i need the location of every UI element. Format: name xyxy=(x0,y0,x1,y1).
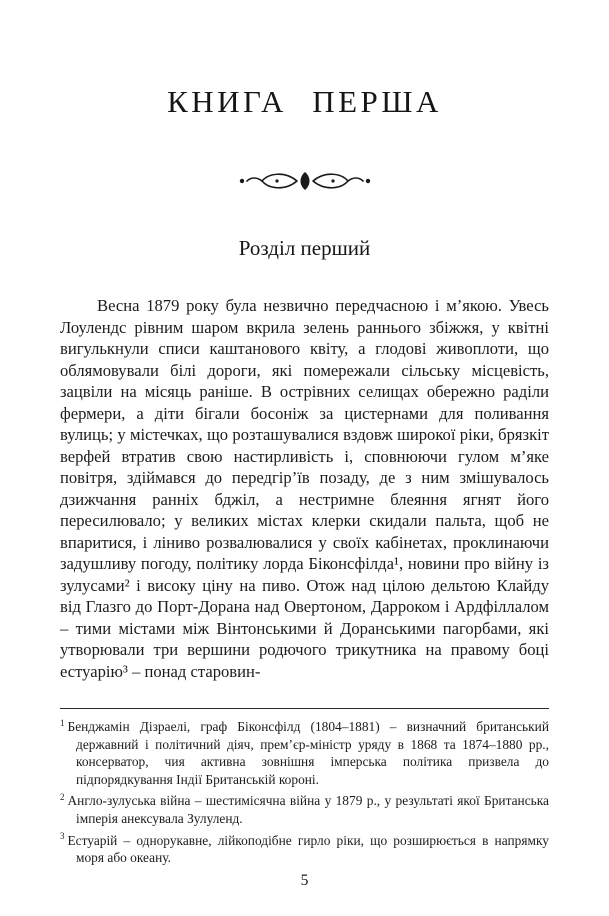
footnote-3-text: Естуарій – однорукавне, лійкоподібне гирло ріки, що розширюється в напрямку моря або океану. xyxy=(67,832,549,866)
fleuron-icon xyxy=(225,166,385,196)
footnote-1-text: Бенджамін Дізраелі, граф Біконсфілд (1804–1881) – визначний британський державний і політичний діяч, прем’єр-міністр уряду в 1868 та 1874–1880 рр., консерватор, чия активна зовнішня імперська політика призвела до підпорядкування Індії Британській короні. xyxy=(67,719,549,787)
footnote-3-marker: 3 xyxy=(60,831,65,842)
page-number: 5 xyxy=(300,872,309,889)
footnote-2-text: Англо-зулуська війна – шестимісячна війна у 1879 р., у результаті якої Британська імперія анексувала Зулуленд. xyxy=(67,793,549,826)
footnote-3 xyxy=(60,832,549,867)
chapter-title: Розділ перший xyxy=(238,236,371,260)
book-title: КНИГА ПЕРША xyxy=(167,84,442,119)
footnotes-section xyxy=(60,708,549,867)
footnote-2 xyxy=(60,792,549,827)
fleuron-ornament xyxy=(60,166,549,198)
footnote-1 xyxy=(60,718,549,788)
footnote-1-marker: 1 xyxy=(60,717,65,728)
footnote-2-marker: 2 xyxy=(60,791,65,802)
footnote-separator xyxy=(60,708,549,709)
body-paragraph: Весна 1879 року була незвично передчасною і м’якою. Увесь Лоулендс рівним шаром вкрила зелень раннього збіжжя, у квітні вигулькнули списи каштанового квіту, а глодові живоплоти, що облямовували білі дороги, які помережали сільську місцевість, зацвіли на місяць раніше. В острівних селищах обережно раділи фермери, а діти бігали босоніж за цистернами для поливання вулиць; у містечках, що розташувалися вздовж широкої ріки, брязкіт верфей втратив свою настирливість і, сповнюючи гулом м’яке повітря, здіймався до передгір’їв позаду, де з ним змішувалось дзижчання ранніх бджіл, а нестримне блеяння ягнят його пересилювало; у великих містах клерки скидали пальта, щоб не впаритися, і ліниво розвалювалися у своїх кабінетах, проклинаючи задушливу погоду, політику лорда Біконсфілда¹, новини про війну із зулусами² і високу ціну на пиво. Отож над цілою дельтою Клайду від Глазго до Порт-Дорана над Овертоном, Дарроком і Ардфіллалом – тими містами між Вінтонськими й Доранськими пагорбами, які утворювали три вершини родючого трикутника на правому боці естуарію³ – понад старовин- xyxy=(60,296,549,681)
